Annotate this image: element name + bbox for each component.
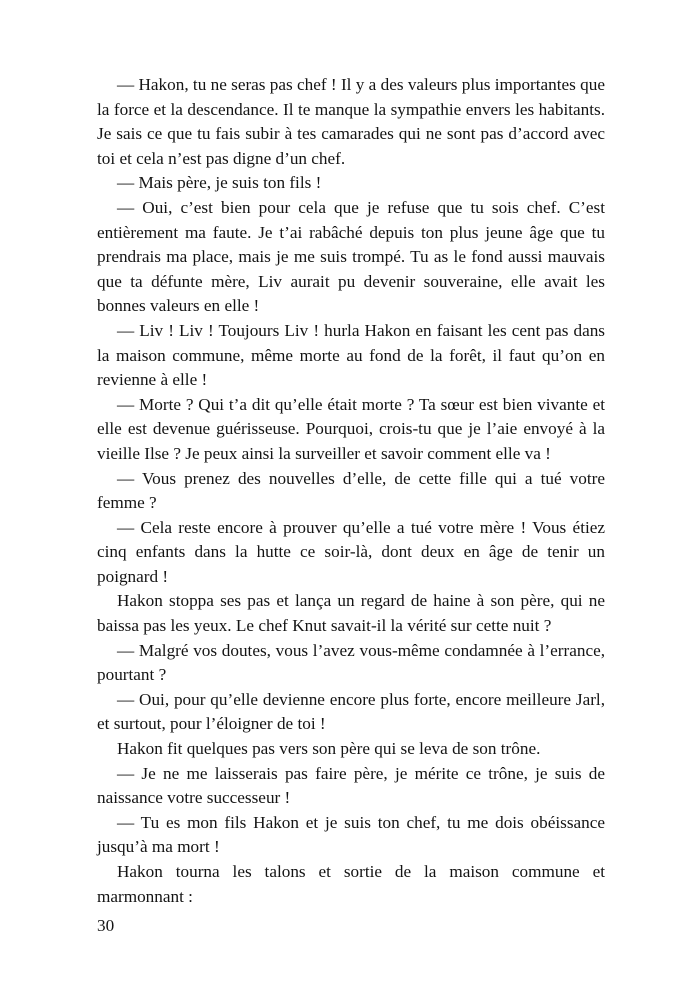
body-text [97,73,605,909]
paragraph-2: — Mais père, je suis ton fils ! [117,173,322,193]
paragraph-14: Hakon tourna les talons et sortie de la maison commune et marmonnant : [97,862,605,906]
paragraph-10: — Oui, pour qu’elle devienne encore plus forte, encore meilleure Jarl, et surtout, pour l’éloigner de toi ! [97,689,605,734]
page-number: 30 [97,916,115,935]
paragraph-1: — Hakon, tu ne seras pas chef ! Il y a des valeurs plus importantes que la force et la descendance. Il te manque la sympathie envers les habitants. Je sais ce que tu fais subir à tes camarades qui ne sont pas d’accord avec toi et cela n’est pas digne d’un chef. [97,75,605,168]
paragraph-9: — Malgré vos doutes, vous l’avez vous-même condamnée à l’errance, pourtant ? [97,640,605,685]
paragraph-13: — Tu es mon fils Hakon et je suis ton chef, tu me dois obéissance jusqu’à ma mort ! [97,812,605,857]
paragraph-5: — Morte ? Qui t’a dit qu’elle était morte ? Ta sœur est bien vivante et elle est devenue guérisseuse. Pourquoi, crois-tu que je l’aie envoyé à la vieille Ilse ? Je peux ainsi la surveiller et savoir comment elle va ! [97,394,605,463]
paragraph-8: Hakon stoppa ses pas et lança un regard de haine à son père, qui ne baissa pas les yeux. Le chef Knut savait-il la vérité sur cette nuit ? [97,591,605,636]
paragraph-4: — Liv ! Liv ! Toujours Liv ! hurla Hakon en faisant les cent pas dans la maison commune, même morte au fond de la forêt, il faut qu’on en revienne à elle ! [97,320,605,390]
paragraph-6: — Vous prenez des nouvelles d’elle, de cette fille qui a tué votre femme ? [97,468,605,513]
paragraph-3: — Oui, c’est bien pour cela que je refuse que tu sois chef. C’est entièrement ma faute. Je t’ai rabâché depuis ton plus jeune âge que tu prendrais ma place, mais je me suis trompé. Tu as le fond aussi mauvais que ta défunte mère, Liv aurait pu devenir souveraine, elle avait les bonnes valeurs en elle ! [97,197,605,316]
paragraph-11: Hakon fit quelques pas vers son père qui se leva de son trône. [117,739,541,759]
paragraph-7: — Cela reste encore à prouver qu’elle a tué votre mère ! Vous étiez cinq enfants dans la hutte ce soir-là, dont deux en âge de tenir un poignard ! [97,517,605,586]
paragraph-12: — Je ne me laisserais pas faire père, je mérite ce trône, je suis de naissance votre successeur ! [97,763,605,808]
